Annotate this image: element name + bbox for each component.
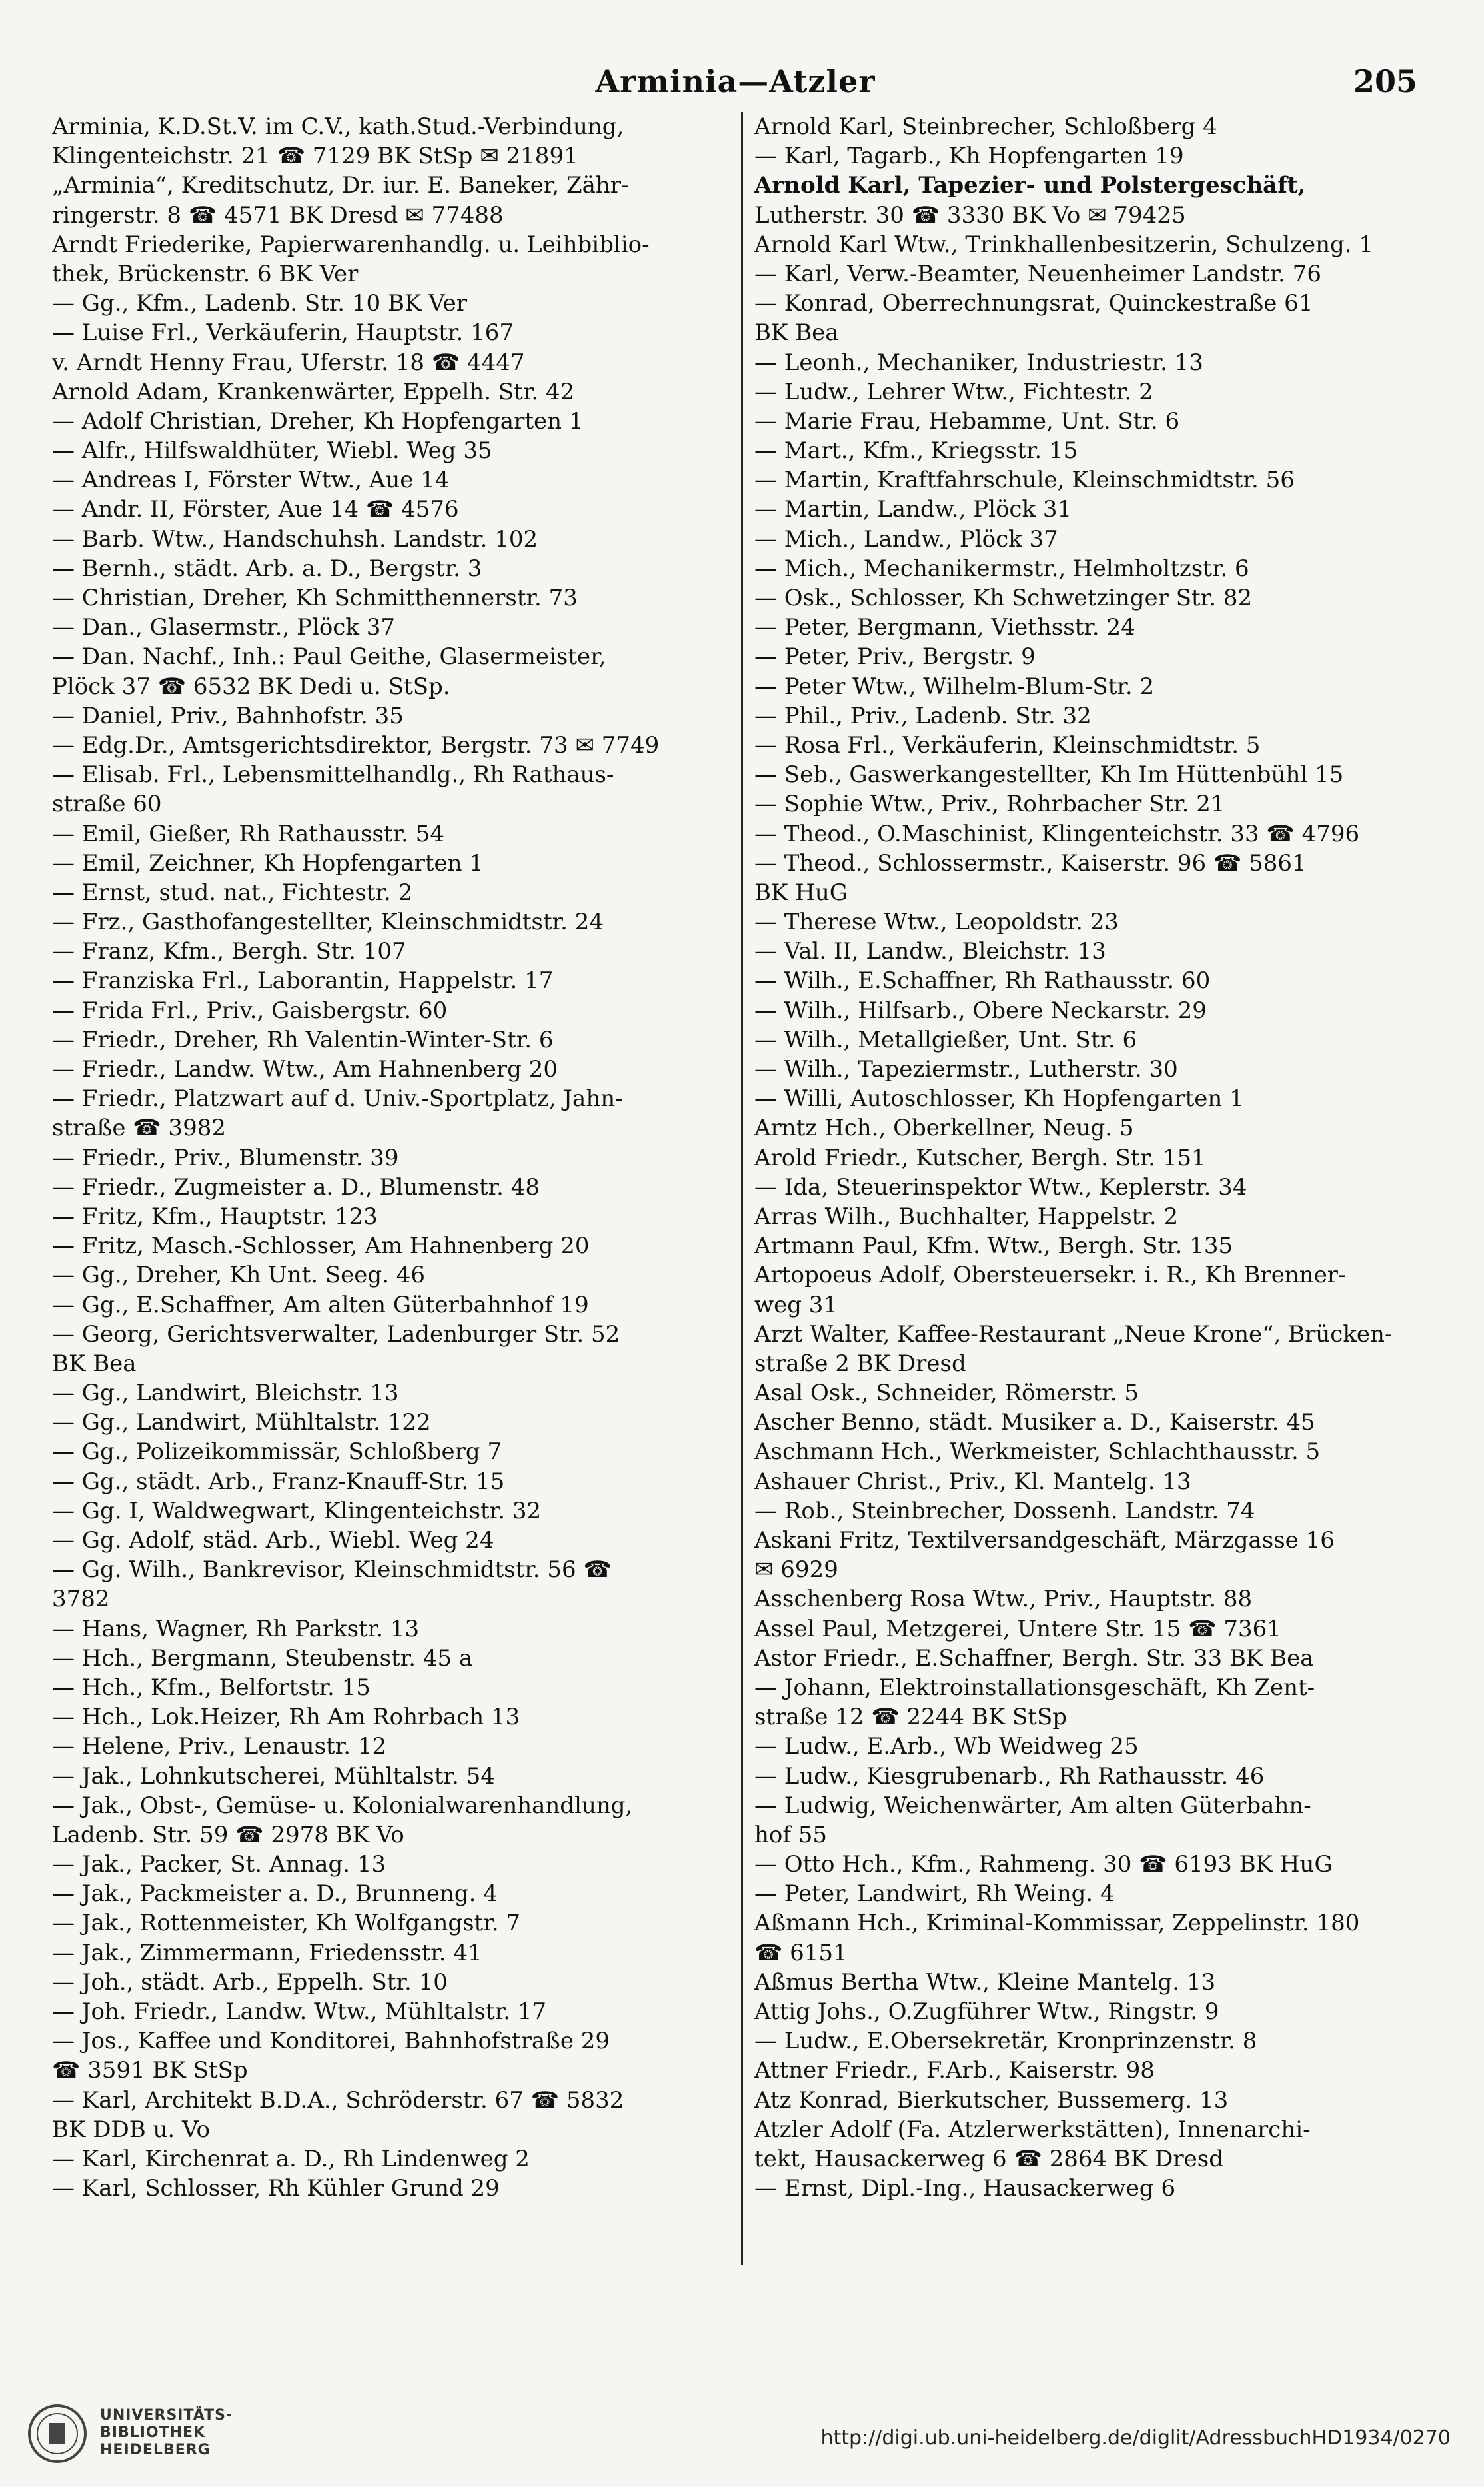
- directory-entry-line: — Dan. Nachf., Inh.: Paul Geithe, Glasermeister,: [52, 643, 606, 671]
- directory-entry-line: — Karl, Verw.-Beamter, Neuenheimer Landstr. 76: [754, 260, 1322, 287]
- left-column: [52, 112, 745, 2203]
- directory-entry-line: Ladenb. Str. 59 ☎ 2978 BK Vo: [52, 1821, 404, 1848]
- directory-entry-line: Aßmann Hch., Kriminal-Kommissar, Zeppelinstr. 180: [754, 1910, 1360, 1937]
- directory-entry-line: — Dan., Glasermstr., Plöck 37: [52, 614, 396, 641]
- directory-entry-line: Aßmus Bertha Wtw., Kleine Mantelg. 13: [754, 1968, 1216, 1996]
- directory-entry-line: — Wilh., Metallgießer, Unt. Str. 6: [754, 1026, 1137, 1053]
- directory-entry-line: — Daniel, Priv., Bahnhofstr. 35: [52, 702, 404, 729]
- directory-entry-line: — Mich., Mechanikermstr., Helmholtzstr. 6: [754, 555, 1249, 582]
- running-title: Arminia—Atzler: [595, 63, 876, 99]
- directory-entry-line: — Leonh., Mechaniker, Industriestr. 13: [754, 349, 1203, 376]
- directory-entry-line: — Friedr., Platzwart auf d. Univ.-Sportplatz, Jahn-: [52, 1085, 623, 1113]
- directory-entry-line: — Karl, Tagarb., Kh Hopfengarten 19: [754, 143, 1184, 170]
- directory-entry-line: — Andreas I, Förster Wtw., Aue 14: [52, 467, 450, 494]
- directory-entry-line: — Gg., städt. Arb., Franz-Knauff-Str. 15: [52, 1468, 505, 1495]
- directory-entry-line: — Jak., Zimmermann, Friedensstr. 41: [52, 1939, 482, 1966]
- directory-entry-line: Astor Friedr., E.Schaffner, Bergh. Str. 33 BK Bea: [754, 1644, 1314, 1672]
- directory-entry-line: — Adolf Christian, Dreher, Kh Hopfengarten 1: [52, 407, 584, 435]
- directory-entry-line: — Jak., Lohnkutscherei, Mühltalstr. 54: [52, 1762, 495, 1790]
- directory-entry-line: — Ernst, Dipl.-Ing., Hausackerweg 6: [754, 2175, 1176, 2202]
- directory-entry-line: — Fritz, Masch.-Schlosser, Am Hahnenberg 20: [52, 1233, 590, 1260]
- directory-entry-line: Arzt Walter, Kaffee-Restaurant „Neue Krone“, Brücken-: [754, 1320, 1393, 1348]
- directory-entry-line: straße ☎ 3982: [52, 1115, 226, 1142]
- directory-entry-line: — Hch., Kfm., Belfortstr. 15: [52, 1674, 371, 1701]
- directory-entry-line: Arnold Adam, Krankenwärter, Eppelh. Str. 42: [52, 378, 575, 405]
- directory-entry-line: Arminia, K.D.St.V. im C.V., kath.Stud.-Verbindung,: [52, 113, 624, 140]
- directory-entry-line: — Therese Wtw., Leopoldstr. 23: [754, 909, 1119, 936]
- directory-entry-line: — Barb. Wtw., Handschuhsh. Landstr. 102: [52, 525, 538, 553]
- directory-entry-line: — Jak., Packmeister a. D., Brunneng. 4: [52, 1880, 498, 1908]
- directory-entry-line: — Hch., Lok.Heizer, Rh Am Rohrbach 13: [52, 1704, 520, 1731]
- directory-entry-line: ☎ 6151: [754, 1939, 848, 1966]
- directory-entry-line: ✉ 6929: [754, 1556, 838, 1584]
- directory-entry-line: Artmann Paul, Kfm. Wtw., Bergh. Str. 135: [754, 1233, 1233, 1260]
- directory-entry-line: ☎ 3591 BK StSp: [52, 2057, 248, 2084]
- directory-entry-line: Asal Osk., Schneider, Römerstr. 5: [754, 1380, 1139, 1407]
- directory-entry-line: Arnold Karl Wtw., Trinkhallenbesitzerin, Schulzeng. 1: [754, 231, 1374, 258]
- directory-entry-line: — Friedr., Dreher, Rh Valentin-Winter-Str. 6: [52, 1026, 554, 1053]
- directory-entry-line: 3782: [52, 1586, 110, 1613]
- directory-entry-line: — Emil, Zeichner, Kh Hopfengarten 1: [52, 849, 484, 877]
- directory-entry-line: — Emil, Gießer, Rh Rathausstr. 54: [52, 820, 444, 847]
- directory-entry-line: Klingenteichstr. 21 ☎ 7129 BK StSp ✉ 21891: [52, 143, 578, 170]
- directory-entry-line: — Konrad, Oberrechnungsrat, Quinckestraße 61: [754, 290, 1313, 317]
- directory-entry-line: straße 60: [52, 791, 162, 818]
- directory-entry-line: — Fritz, Kfm., Hauptstr. 123: [52, 1203, 378, 1230]
- directory-entry-line: — Hans, Wagner, Rh Parkstr. 13: [52, 1615, 420, 1642]
- directory-entry-line: BK Bea: [52, 1350, 137, 1377]
- directory-entry-line: Arnold Karl, Tapezier- und Polstergeschäft,: [754, 172, 1306, 199]
- page-footer: [0, 2373, 1484, 2487]
- directory-entry-line: Attig Johs., O.Zugführer Wtw., Ringstr. 9: [754, 1998, 1219, 2025]
- directory-entry-line: — Ludw., Lehrer Wtw., Fichtestr. 2: [754, 378, 1153, 405]
- directory-entry-line: Askani Fritz, Textilversandgeschäft, Märzgasse 16: [754, 1527, 1335, 1554]
- directory-entry-line: Ashauer Christ., Priv., Kl. Mantelg. 13: [754, 1468, 1191, 1495]
- directory-entry-line: BK Bea: [754, 319, 839, 347]
- directory-entry-line: — Helene, Priv., Lenaustr. 12: [52, 1733, 387, 1760]
- directory-entry-line: — Phil., Priv., Ladenb. Str. 32: [754, 702, 1092, 729]
- directory-entry-line: — Franz, Kfm., Bergh. Str. 107: [52, 938, 406, 965]
- directory-entry-line: — Gg., E.Schaffner, Am alten Güterbahnhof 19: [52, 1291, 589, 1318]
- directory-entry-line: BK HuG: [754, 879, 848, 906]
- directory-entry-line: Attner Friedr., F.Arb., Kaiserstr. 98: [754, 2057, 1155, 2084]
- directory-entry-line: — Rosa Frl., Verkäuferin, Kleinschmidtstr. 5: [754, 731, 1261, 759]
- directory-entry-line: Arold Friedr., Kutscher, Bergh. Str. 151: [754, 1144, 1206, 1171]
- directory-entry-line: — Gg., Kfm., Ladenb. Str. 10 BK Ver: [52, 290, 467, 317]
- directory-entry-line: — Friedr., Priv., Blumenstr. 39: [52, 1144, 399, 1171]
- directory-entry-line: — Ludw., E.Obersekretär, Kronprinzenstr. 8: [754, 2028, 1257, 2055]
- directory-entry-line: Lutherstr. 30 ☎ 3330 BK Vo ✉ 79425: [754, 201, 1186, 229]
- directory-entry-line: — Karl, Schlosser, Rh Kühler Grund 29: [52, 2175, 500, 2202]
- right-column: [754, 112, 1447, 2203]
- directory-entry-line: Assel Paul, Metzgerei, Untere Str. 15 ☎ 7361: [754, 1615, 1281, 1642]
- directory-entry-line: — Gg., Polizeikommissär, Schloßberg 7: [52, 1438, 502, 1466]
- directory-entry-line: — Gg., Dreher, Kh Unt. Seeg. 46: [52, 1262, 426, 1289]
- page-header: [53, 63, 1417, 110]
- directory-entry-line: — Martin, Kraftfahrschule, Kleinschmidtstr. 56: [754, 467, 1295, 494]
- directory-entry-line: — Gg., Landwirt, Bleichstr. 13: [52, 1380, 399, 1407]
- directory-entry-line: — Edg.Dr., Amtsgerichtsdirektor, Bergstr. 73 ✉ 7749: [52, 731, 660, 759]
- directory-entry-line: — Peter, Bergmann, Viethsstr. 24: [754, 614, 1135, 641]
- directory-entry-line: — Franziska Frl., Laborantin, Happelstr. 17: [52, 967, 554, 995]
- directory-entry-line: — Joh., städt. Arb., Eppelh. Str. 10: [52, 1968, 448, 1996]
- library-seal-icon: [27, 2403, 88, 2464]
- directory-entry-line: hof 55: [754, 1821, 828, 1848]
- directory-entry-line: — Gg., Landwirt, Mühltalstr. 122: [52, 1409, 431, 1436]
- directory-entry-line: ringerstr. 8 ☎ 4571 BK Dresd ✉ 77488: [52, 201, 504, 229]
- directory-entry-line: weg 31: [754, 1291, 838, 1318]
- directory-entry-line: — Mich., Landw., Plöck 37: [754, 525, 1058, 553]
- directory-entry-line: — Alfr., Hilfswaldhüter, Wiebl. Weg 35: [52, 437, 492, 465]
- logo-line: HEIDELBERG: [100, 2442, 211, 2458]
- directory-entry-line: — Gg. I, Waldwegwart, Klingenteichstr. 32: [52, 1497, 542, 1524]
- directory-entry-line: — Georg, Gerichtsverwalter, Ladenburger Str. 52: [52, 1320, 620, 1348]
- directory-entry-line: Aschmann Hch., Werkmeister, Schlachthausstr. 5: [754, 1438, 1321, 1466]
- directory-entry-line: — Wilh., Tapeziermstr., Lutherstr. 30: [754, 1056, 1178, 1083]
- directory-entry-line: — Johann, Elektroinstallationsgeschäft, Kh Zent-: [754, 1674, 1315, 1701]
- directory-entry-line: — Val. II, Landw., Bleichstr. 13: [754, 938, 1106, 965]
- directory-entry-line: — Mart., Kfm., Kriegsstr. 15: [754, 437, 1078, 465]
- directory-entry-line: — Peter, Landwirt, Rh Weing. 4: [754, 1880, 1115, 1908]
- directory-entry-line: — Jak., Rottenmeister, Kh Wolfgangstr. 7: [52, 1910, 520, 1937]
- directory-entry-line: — Ernst, stud. nat., Fichtestr. 2: [52, 879, 413, 906]
- directory-entry-line: — Wilh., Hilfsarb., Obere Neckarstr. 29: [754, 997, 1207, 1024]
- logo-text: [100, 2407, 233, 2459]
- directory-entry-line: Arndt Friederike, Papierwarenhandlg. u. Leihbiblio-: [52, 231, 650, 258]
- directory-entry-line: — Ludwig, Weichenwärter, Am alten Güterbahn-: [754, 1792, 1311, 1819]
- directory-entry-line: — Karl, Architekt B.D.A., Schröderstr. 67 ☎ 5832: [52, 2086, 624, 2114]
- directory-entry-line: — Theod., O.Maschinist, Klingenteichstr. 33 ☎ 4796: [754, 820, 1360, 847]
- source-url-link[interactable]: http://digi.ub.uni-heidelberg.de/diglit/AdressbuchHD1934/0270: [820, 2426, 1451, 2450]
- directory-entry-line: — Frida Frl., Priv., Gaisbergstr. 60: [52, 997, 448, 1024]
- directory-entry-line: Arntz Hch., Oberkellner, Neug. 5: [754, 1115, 1134, 1142]
- directory-entry-line: — Luise Frl., Verkäuferin, Hauptstr. 167: [52, 319, 514, 347]
- directory-entry-line: — Elisab. Frl., Lebensmittelhandlg., Rh Rathaus-: [52, 761, 614, 789]
- directory-entry-line: tekt, Hausackerweg 6 ☎ 2864 BK Dresd: [754, 2145, 1223, 2172]
- directory-entry-line: — Jak., Packer, St. Annag. 13: [52, 1851, 386, 1878]
- directory-entry-line: „Arminia“, Kreditschutz, Dr. iur. E. Baneker, Zähr-: [52, 172, 629, 199]
- directory-entry-line: — Christian, Dreher, Kh Schmitthennerstr. 73: [52, 585, 578, 611]
- directory-entry-line: Artopoeus Adolf, Obersteuersekr. i. R., Kh Brenner-: [754, 1262, 1346, 1289]
- directory-entry-line: — Ludw., Kiesgrubenarb., Rh Rathausstr. 46: [754, 1762, 1265, 1790]
- directory-entry-line: — Peter, Priv., Bergstr. 9: [754, 643, 1036, 671]
- directory-entry-line: — Wilh., E.Schaffner, Rh Rathausstr. 60: [754, 967, 1211, 995]
- directory-entry-line: thek, Brückenstr. 6 BK Ver: [52, 260, 359, 287]
- directory-entry-line: — Rob., Steinbrecher, Dossenh. Landstr. 74: [754, 1497, 1255, 1524]
- directory-entry-line: — Jos., Kaffee und Konditorei, Bahnhofstraße 29: [52, 2028, 610, 2055]
- directory-entry-line: — Seb., Gaswerkangestellter, Kh Im Hüttenbühl 15: [754, 761, 1344, 789]
- directory-entry-line: — Hch., Bergmann, Steubenstr. 45 a: [52, 1644, 473, 1672]
- directory-entry-line: Plöck 37 ☎ 6532 BK Dedi u. StSp.: [52, 673, 450, 700]
- logo-line: UNIVERSITÄTS-: [100, 2407, 233, 2424]
- directory-entry-line: — Marie Frau, Hebamme, Unt. Str. 6: [754, 407, 1180, 435]
- logo-line: BIBLIOTHEK: [100, 2424, 206, 2441]
- directory-entry-line: Atz Konrad, Bierkutscher, Bussemerg. 13: [754, 2086, 1229, 2114]
- directory-entry-line: straße 2 BK Dresd: [754, 1350, 966, 1377]
- directory-entry-line: — Jak., Obst-, Gemüse- u. Kolonialwarenhandlung,: [52, 1792, 633, 1819]
- page-number: 205: [1353, 63, 1417, 99]
- directory-entry-line: BK DDB u. Vo: [52, 2116, 210, 2143]
- directory-entry-line: Ascher Benno, städt. Musiker a. D., Kaiserstr. 45: [754, 1409, 1315, 1436]
- directory-entry-line: — Gg. Adolf, städ. Arb., Wiebl. Weg 24: [52, 1527, 494, 1554]
- directory-entry-line: — Gg. Wilh., Bankrevisor, Kleinschmidtstr. 56 ☎: [52, 1556, 612, 1584]
- directory-entry-line: — Joh. Friedr., Landw. Wtw., Mühltalstr. 17: [52, 1998, 547, 2025]
- library-logo: [27, 2403, 240, 2470]
- directory-entry-line: — Karl, Kirchenrat a. D., Rh Lindenweg 2: [52, 2145, 530, 2172]
- directory-entry-line: — Ida, Steuerinspektor Wtw., Keplerstr. 34: [754, 1173, 1247, 1201]
- directory-entry-line: v. Arndt Henny Frau, Uferstr. 18 ☎ 4447: [52, 349, 525, 376]
- directory-entry-line: — Osk., Schlosser, Kh Schwetzinger Str. 82: [754, 585, 1253, 611]
- directory-entry-line: — Sophie Wtw., Priv., Rohrbacher Str. 21: [754, 791, 1225, 818]
- directory-entry-line: — Bernh., städt. Arb. a. D., Bergstr. 3: [52, 555, 482, 582]
- directory-entry-line: — Willi, Autoschlosser, Kh Hopfengarten 1: [754, 1085, 1244, 1113]
- directory-entry-line: — Frz., Gasthofangestellter, Kleinschmidtstr. 24: [52, 909, 604, 936]
- directory-entry-line: — Theod., Schlossermstr., Kaiserstr. 96 ☎ 5861: [754, 849, 1307, 877]
- directory-entry-line: straße 12 ☎ 2244 BK StSp: [754, 1704, 1068, 1731]
- directory-entry-line: — Friedr., Landw. Wtw., Am Hahnenberg 20: [52, 1056, 558, 1083]
- directory-entry-line: — Otto Hch., Kfm., Rahmeng. 30 ☎ 6193 BK HuG: [754, 1851, 1333, 1878]
- directory-entry-line: Asschenberg Rosa Wtw., Priv., Hauptstr. 88: [754, 1586, 1253, 1613]
- directory-entry-line: Arnold Karl, Steinbrecher, Schloßberg 4: [754, 113, 1217, 140]
- directory-entry-line: Arras Wilh., Buchhalter, Happelstr. 2: [754, 1203, 1179, 1230]
- directory-entry-line: — Ludw., E.Arb., Wb Weidweg 25: [754, 1733, 1139, 1760]
- directory-entry-line: — Peter Wtw., Wilhelm-Blum-Str. 2: [754, 673, 1155, 700]
- directory-entry-line: — Andr. II, Förster, Aue 14 ☎ 4576: [52, 496, 459, 523]
- directory-entry-line: — Friedr., Zugmeister a. D., Blumenstr. 48: [52, 1173, 540, 1201]
- column-divider: [741, 112, 743, 2265]
- directory-entry-line: Atzler Adolf (Fa. Atzlerwerkstätten), Innenarchi-: [754, 2116, 1311, 2143]
- directory-entry-line: — Martin, Landw., Plöck 31: [754, 496, 1072, 523]
